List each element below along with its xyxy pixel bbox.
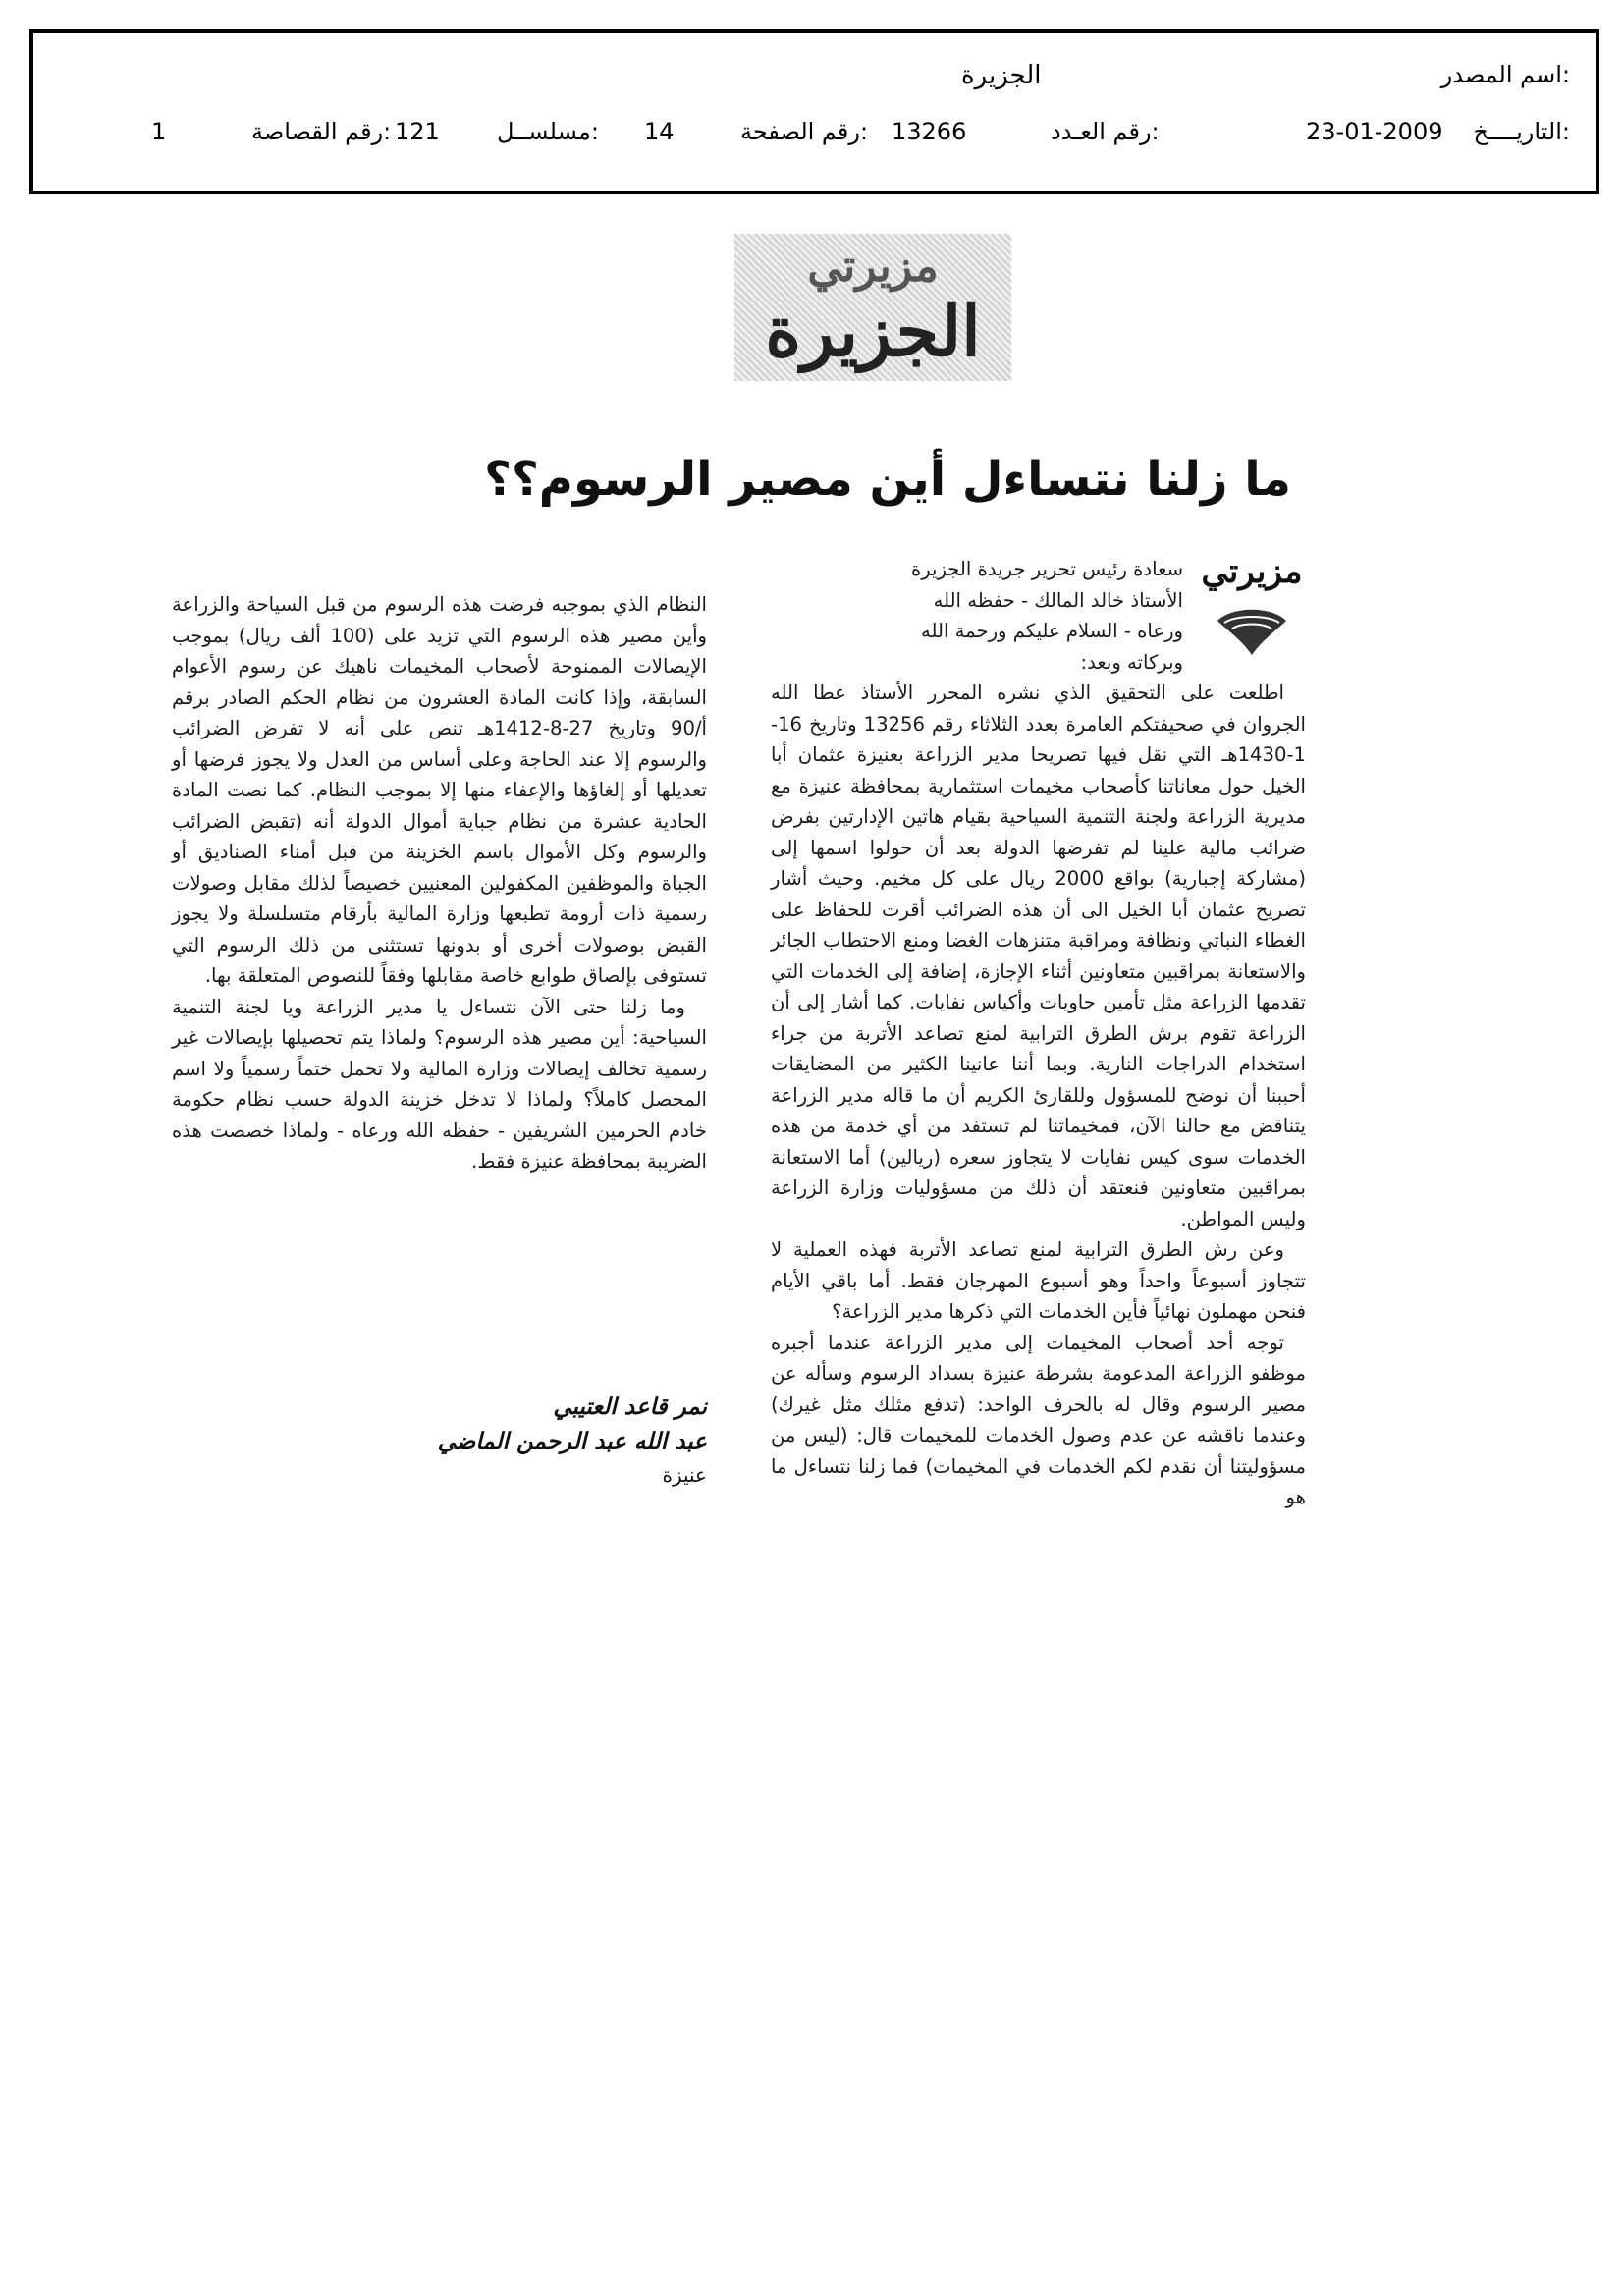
issue-value: 13266 xyxy=(892,118,967,145)
article-column-left xyxy=(172,589,707,1177)
body-paragraph: توجه أحد أصحاب المخيمات إلى مدير الزراعة عندما أجبره موظفو الزراعة المدعومة بشرطة عنيزة بسداد الرسوم وسأله عن مصير الرسوم وقال له بالحرف الواحد: (تدفع مثلك مثل غيرك) وعندما ناقشه عن عدم وصول الخدمات للمخيمات قال: (ليس من مسؤوليتنا أن نقدم لكم الخدمات في المخيمات) فما زلنا نتساءل ما هو xyxy=(771,1331,1306,1508)
issue-label: رقم العـدد: xyxy=(1051,118,1160,145)
section-masthead-logo xyxy=(734,234,1011,381)
author-location: عنيزة xyxy=(662,1463,707,1487)
article-column-right xyxy=(771,678,1306,1513)
serial-label: مسلســل: xyxy=(497,118,599,145)
body-paragraph: النظام الذي بموجبه فرضت هذه الرسوم من قبل السياحة والزراعة وأين مصير هذه الرسوم التي تزيد على (100 ألف ريال) بموجب الإيصالات الممنوحة لأصحاب المخيمات ناهيك عن رسوم الأعوام السابقة، وإذا كانت المادة العشرون من نظام الحكم الصادر برقم أ/90 وتاريخ 27-8-1412هـ تنص على أنه لا تفرض الضرائب والرسوم إلا عند الحاجة وعلى أساس من العدل ولا يجوز فرضها أو تعديلها أو إلغاؤها والإعفاء منها إلا بموجب النظام. كما نصت المادة الحادية عشرة من نظام جباية أموال الدولة أنه (تقبض الضرائب والرسوم وكل الأموال باسم الخزينة من قبل أمناء الصناديق أو الجباة والموظفين المكفولين المعنيين خصيصاً لذلك مقابل وصولات رسمية ذات أرومة تطبعها وزارة المالية بأرقام متسلسلة ولا يجوز القبض بوصولات أخرى أو بدونها تستثنى من ذلك الرسوم التي تستوفى بإلصاق طوابع خاصة مقابلها وفقاً للنصوص المتعلقة بها. xyxy=(172,593,707,987)
badge-word: مزيرتي xyxy=(1201,552,1303,591)
masthead-section-word: مزيرتي xyxy=(807,242,939,292)
salutation-block xyxy=(771,554,1183,678)
hand-logo-icon xyxy=(1213,601,1291,660)
clip-label: رقم القصاصة: xyxy=(251,118,392,145)
author-signature: عبد الله عبد الرحمن الماضي xyxy=(437,1429,707,1454)
date-value: 23-01-2009 xyxy=(1306,118,1443,145)
salutation-line: سعادة رئيس تحرير جريدة الجزيرة xyxy=(910,558,1183,580)
salutation-line: ورعاه - السلام عليكم ورحمة الله xyxy=(920,620,1183,642)
page-value: 14 xyxy=(644,118,675,145)
salutation-line: الأستاذ خالد المالك - حفظه الله xyxy=(933,588,1183,612)
source-value: الجزيرة xyxy=(961,61,1042,90)
source-label: اسم المصدر: xyxy=(1440,61,1570,88)
page-label: رقم الصفحة: xyxy=(740,118,869,145)
date-label: التاريــــخ: xyxy=(1473,118,1570,145)
serial-value: 121 xyxy=(395,118,440,145)
masthead-paper-name: الجزيرة xyxy=(765,291,981,372)
body-paragraph: اطلعت على التحقيق الذي نشره المحرر الأستاذ عطا الله الجروان في صحيفتكم العامرة بعدد الثلاثاء رقم 13256 وتاريخ 16-1-1430هـ التي نقل فيها تصريحا مدير الزراعة بعنيزة عثمان أبا الخيل حول معاناتنا كأصحاب مخيمات استثمارية بمحافظة عنيزة مع مديرية الزراعة ولجنة التنمية السياحية بقيام هاتين الإدارتين بفرض ضرائب مالية علينا لم تفرضها الدولة بعد أن حولوا اسمها إلى (مشاركة إجبارية) بواقع 2000 ريال على كل مخيم. وحيث أشار تصريح عثمان أبا الخيل الى أن هذه الضرائب أقرت للحفاظ على الغطاء النباتي ونظافة ومراقبة متنزهات الغضا ومنع الاحتطاب الجائر والاستعانة بمراقبين متعاونين أثناء الإجازة، إضافة إلى الخدمات التي تقدمها الزراعة مثل تأمين حاويات وأكياس نفايات. كما أشار إلى أن الزراعة تقوم برش الطرق الترابية لمنع تصاعد الأتربة من جراء استخدام الدراجات النارية. وبما أننا عانينا الكثير من المضايقات أحببنا أن نوضح للمسؤول وللقارئ الكريم أن ما قاله مدير الزراعة يتناقض مع حالنا الآن، فمخيماتنا لم تستفد من أي خدمة من هذه الخدمات سوى كيس نفايات لا يتجاوز سعره (ريالين) أما الاستعانة بمراقبين متعاونين فنعتقد أن ذلك من مسؤوليات وزارة الزراعة وليس المواطن. xyxy=(771,682,1307,1230)
clip-value: 1 xyxy=(151,118,167,145)
body-paragraph: وعن رش الطرق الترابية لمنع تصاعد الأتربة فهذه العملية لا تتجاوز أسبوعاً واحداً وهو أسبوع المهرجان فقط. أما باقي الأيام فنحن مهملون نهائياً فأين الخدمات التي ذكرها مدير الزراعة؟ xyxy=(771,1238,1306,1323)
body-paragraph: وما زلنا حتى الآن نتساءل يا مدير الزراعة ويا لجنة التنمية السياحية: أين مصير هذه الرسوم؟ ولماذا يتم تحصيلها بإيصالات غير رسمية تخالف إيصالات وزارة المالية ولا تحمل ختماً رسمياً ولا اسم المحصل كاملاً؟ ولماذا لا تدخل خزينة الدولة حسب نظام حكومة خادم الحرمين الشريفين - حفظه الله ورعاه - ولماذا خصصت هذه الضريبة بمحافظة عنيزة فقط. xyxy=(172,995,707,1173)
salutation-line: وبركاته وبعد: xyxy=(1080,650,1183,674)
article-headline: ما زلنا نتساءل أين مصير الرسوم؟؟ xyxy=(484,452,1291,507)
author-signature: نمر قاعد العتيبي xyxy=(553,1394,707,1420)
clipping-metadata-box xyxy=(29,29,1599,194)
section-badge xyxy=(1193,552,1311,665)
